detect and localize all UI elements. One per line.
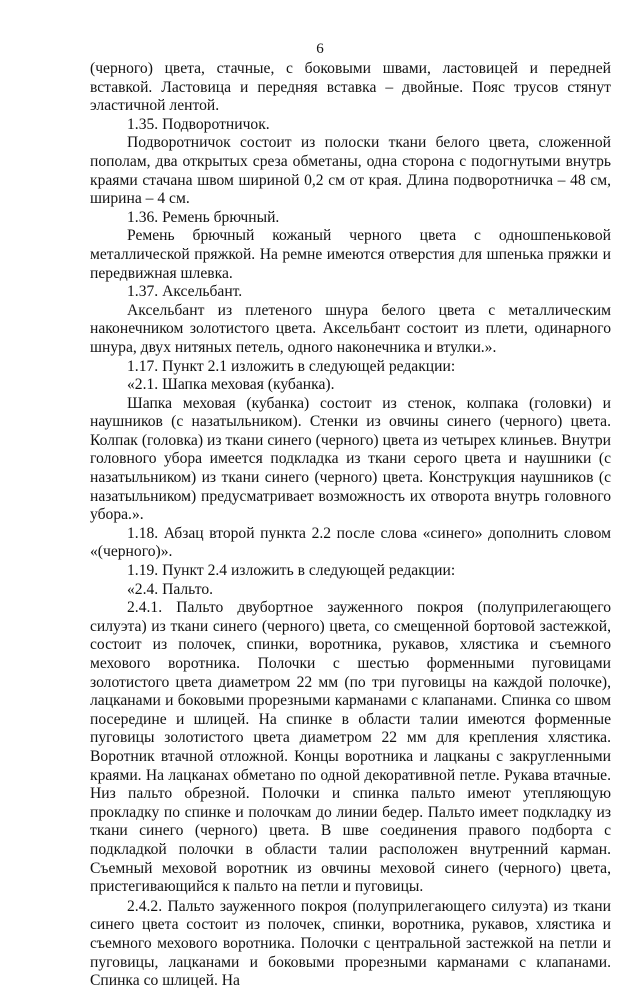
document-body [90,60,611,991]
paragraph-2-4-2: 2.4.2. Пальто зауженного покроя (полуприлегающего силуэта) из ткани синего цвета состоит из полочек, спинки, воротника, рукавов, хлястика и съемного мехового воротника. Полочки с центральной застежкой на петли и пуговицы, лацканами и боковыми прорезными карманами с клапанами. Спинка со шлицей. На [90,897,611,990]
paragraph-continuation: (черного) цвета, стачные, с боковыми швами, ластовицей и передней вставкой. Ластовица и передняя вставка – двойные. Пояс трусов стянут эластичной лентой. [90,60,611,115]
heading-1-36: 1.36. Ремень брючный. [127,208,280,226]
heading-2-1: «2.1. Шапка меховая (кубанка). [127,376,335,394]
paragraph-aiguillette: Аксельбант из плетеного шнура белого цвета с металлическим наконечником золотистого цвета. Аксельбант состоит из плети, одинарного шнура, двух нитяных петель, одного наконечника и втулки.». [90,301,611,356]
page-number: 6 [316,41,324,57]
heading-2-4: «2.4. Пальто. [127,580,214,598]
paragraph-1-19: 1.19. Пункт 2.4 изложить в следующей редакции: [127,562,456,580]
paragraph-collar-lining: Подворотничок состоит из полоски ткани белого цвета, сложенной пополам, два открытых среза обметаны, одна сторона с подогнутыми внутрь краями стачана швом шириной 0,2 см от края. Длина подворотничка – 48 см, ширина – 4 см. [90,134,611,208]
paragraph-belt: Ремень брючный кожаный черного цвета с одношпеньковой металлической пряжкой. На ремне имеются отверстия для шпенька пряжки и передвижная шлевка. [90,227,611,282]
paragraph-2-4-1: 2.4.1. Пальто двубортное зауженного покроя (полуприлегающего силуэта) из ткани синего (черного) цвета, со смещенной бортовой застежкой, состоит из полочек, спинки, воротника, рукавов, хлястика и съемного мехового воротника. Полочки с шестью форменными пуговицами золотистого цвета диаметром 22 мм (по три пуговицы на каждой полочке), лацканами и боковыми прорезными карманами с клапанами. Спинка со швом посередине и шлицей. На спинке в области талии имеются форменные пуговицы золотистого цвета диаметром 22 мм для крепления хлястика. Воротник втачной отложной. Концы воротника и лацканы с закругленными краями. На лацканах обметано по одной декоративной петле. Рукава втачные. Низ пальто обрезной. Полочки и спинка пальто имеют утепляющую прокладку по спинке и полочкам до линии бедер. Пальто имеет подкладку из ткани синего (черного) цвета. В шве соединения правого подборта с подкладкой полочки в области талии расположен внутренний карман. Съемный меховой воротник из овчины меховой синего (черного) цвета, пристегивающийся к пальто на петли и пуговицы. [90,599,611,896]
paragraph-1-17: 1.17. Пункт 2.1 изложить в следующей редакции: [127,357,456,375]
heading-1-37: 1.37. Аксельбант. [127,283,243,301]
heading-1-35: 1.35. Подворотничок. [127,115,270,133]
paragraph-1-18: 1.18. Абзац второй пункта 2.2 после слова «синего» дополнить словом «(черного)». [90,524,611,561]
paragraph-fur-hat: Шапка меховая (кубанка) состоит из стенок, колпака (головки) и наушников (с назатыльником). Стенки из овчины синего (черного) цвета. Колпак (головка) из ткани синего (черного) цвета из четырех клиньев. Внутри головного убора имеется подкладка из ткани серого цвета и наушники (с назатыльником) из ткани синего (черного) цвета. Конструкция наушников (с назатыльником) предусматривает возможность их отворота внутрь головного убора.». [90,394,611,524]
